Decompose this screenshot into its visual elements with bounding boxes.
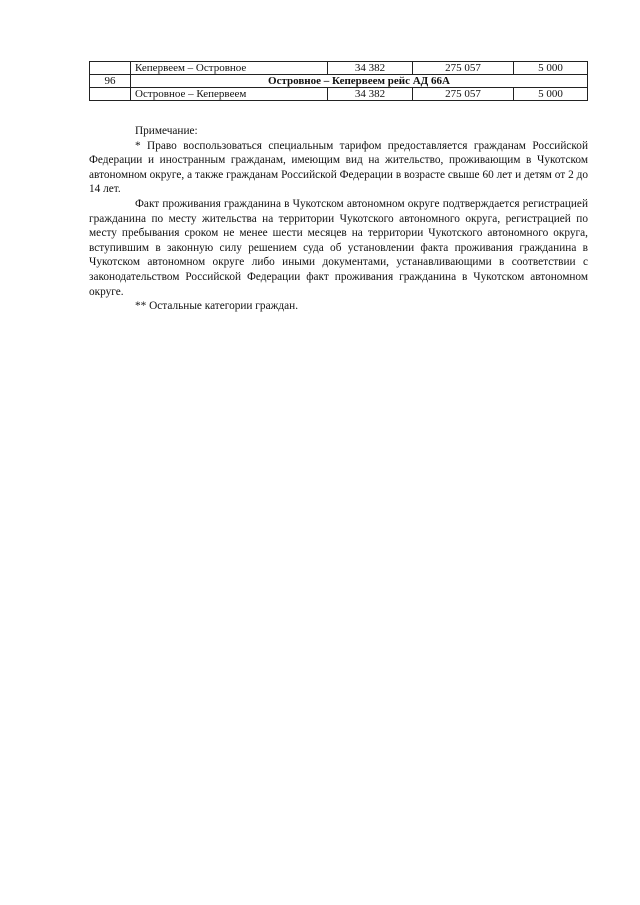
tariff-table	[89, 61, 588, 101]
value-cell: 275 057	[413, 88, 514, 101]
notes-section	[89, 124, 588, 314]
table-row	[90, 88, 588, 101]
route-title-cell: Островное – Кепервеем рейс АД 66А	[131, 75, 588, 88]
table-row	[90, 75, 588, 88]
value-cell: 5 000	[514, 62, 588, 75]
row-number-cell	[90, 62, 131, 75]
value-cell: 34 382	[328, 88, 413, 101]
value-cell: 275 057	[413, 62, 514, 75]
table-row	[90, 62, 588, 75]
value-cell: 34 382	[328, 62, 413, 75]
value-cell: 5 000	[514, 88, 588, 101]
row-number-cell	[90, 88, 131, 101]
note-paragraph-3: ** Остальные категории граждан.	[135, 300, 299, 313]
row-number-cell: 96	[90, 75, 131, 88]
note-paragraph-1: * Право воспользоваться специальным тарифом предоставляется гражданам Российской Федерации и иностранным гражданам, имеющим вид на жительство, проживающим в Чукотском автономном округе, а также гражданам Российской Федерации в возрасте свыше 60 лет и детям от 2 до 14 лет.	[89, 139, 588, 196]
route-cell: Кепервеем – Островное	[131, 62, 328, 75]
note-paragraph-2: Факт проживания гражданина в Чукотском автономном округе подтверждается регистрацией гражданина по месту жительства на территории Чукотского автономного округа, регистрацией по месту пребывания сроком не менее шести месяцев на территории Чукотского автономного округа, вступившим в законную силу решением суда об установлении факта проживания гражданина в Чукотском автономном округе либо иными документами, устанавливающими в соответствии с законодательством Российской Федерации факт проживания гражданина в Чукотском автономном округе.	[89, 197, 588, 298]
notes-heading: Примечание:	[135, 125, 198, 137]
route-cell: Островное – Кепервеем	[131, 88, 328, 101]
